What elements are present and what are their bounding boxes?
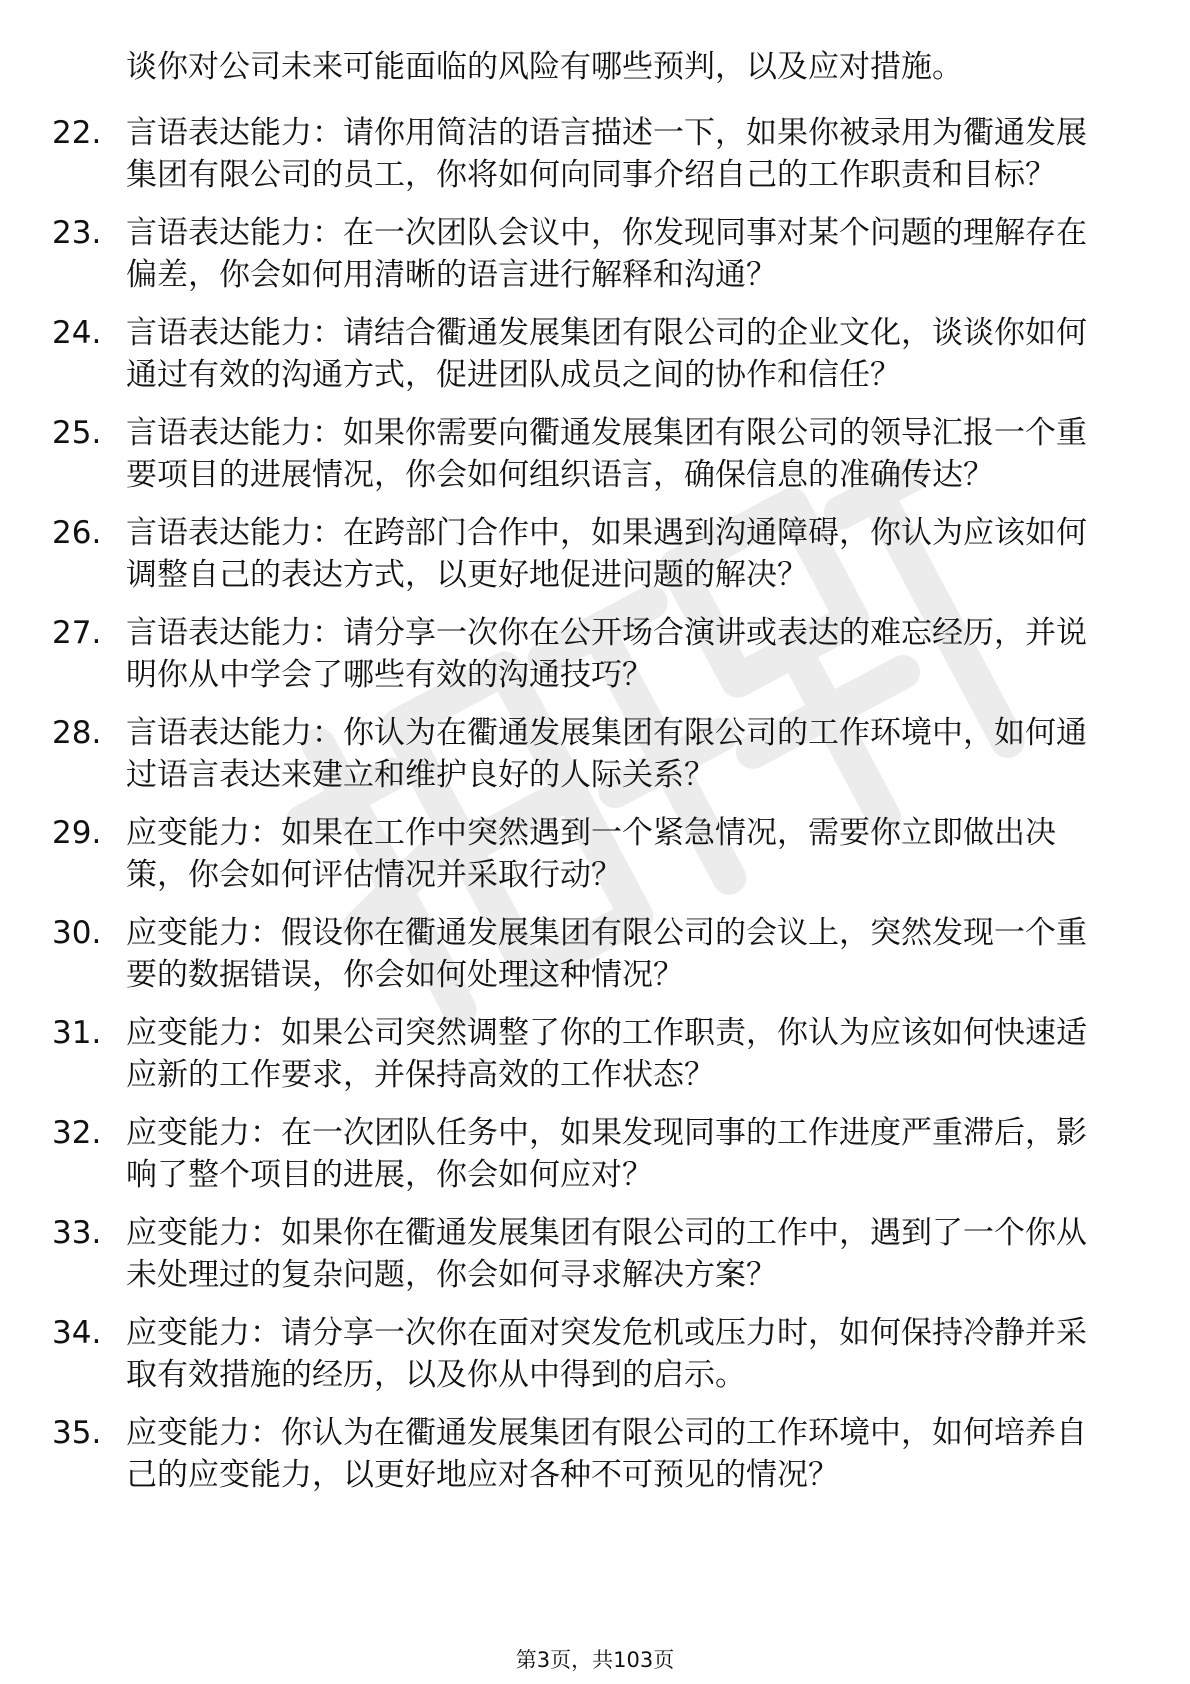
question-text: 言语表达能力：你认为在衢通发展集团有限公司的工作环境中，如何通过语言表达来建立和维护良好的人际关系？ xyxy=(126,715,1087,793)
question-text: 言语表达能力：在一次团队会议中，你发现同事对某个问题的理解存在偏差，你会如何用清晰的语言进行解释和沟通？ xyxy=(126,215,1087,293)
question-item xyxy=(52,512,1116,596)
question-text: 应变能力：如果你在衢通发展集团有限公司的工作中，遇到了一个你从未处理过的复杂问题，你会如何寻求解决方案？ xyxy=(126,1215,1087,1293)
question-number: 32. xyxy=(52,1115,102,1151)
question-text: 言语表达能力：如果你需要向衢通发展集团有限公司的领导汇报一个重要项目的进展情况，你会如何组织语言，确保信息的准确传达？ xyxy=(126,415,1087,493)
question-number: 24. xyxy=(52,315,102,351)
continuation-paragraph: 谈你对公司未来可能面临的风险有哪些预判，以及应对措施。 xyxy=(126,49,963,85)
question-item xyxy=(52,1112,1116,1196)
question-number: 34. xyxy=(52,1315,102,1351)
question-number: 33. xyxy=(52,1215,102,1251)
question-text: 应变能力：假设你在衢通发展集团有限公司的会议上，突然发现一个重要的数据错误，你会如何处理这种情况？ xyxy=(126,915,1087,993)
question-number: 27. xyxy=(52,615,102,651)
question-number: 26. xyxy=(52,515,102,551)
question-item xyxy=(52,712,1116,796)
question-text: 言语表达能力：请分享一次你在公开场合演讲或表达的难忘经历，并说明你从中学会了哪些有效的沟通技巧？ xyxy=(126,615,1087,693)
question-number: 28. xyxy=(52,715,102,751)
question-text: 应变能力：你认为在衢通发展集团有限公司的工作环境中，如何培养自己的应变能力，以更好地应对各种不可预见的情况？ xyxy=(126,1415,1087,1493)
question-item xyxy=(52,1012,1116,1096)
question-number: 35. xyxy=(52,1415,102,1451)
page-footer: 第3页，共103页 xyxy=(515,1648,675,1672)
question-item xyxy=(52,912,1116,996)
question-list xyxy=(52,112,1116,1512)
question-item xyxy=(52,1412,1116,1496)
question-item xyxy=(52,612,1116,696)
question-item xyxy=(52,1212,1116,1296)
question-item xyxy=(52,412,1116,496)
question-number: 25. xyxy=(52,415,102,451)
question-number: 31. xyxy=(52,1015,102,1051)
question-number: 30. xyxy=(52,915,102,951)
question-text: 应变能力：如果在工作中突然遇到一个紧急情况，需要你立即做出决策，你会如何评估情况并采取行动？ xyxy=(126,815,1056,893)
question-number: 22. xyxy=(52,115,102,151)
question-item xyxy=(52,312,1116,396)
question-item xyxy=(52,112,1116,196)
question-text: 应变能力：请分享一次你在面对突发危机或压力时，如何保持冷静并采取有效措施的经历，以及你从中得到的启示。 xyxy=(126,1315,1087,1393)
question-number: 29. xyxy=(52,815,102,851)
question-text: 言语表达能力：请结合衢通发展集团有限公司的企业文化，谈谈你如何通过有效的沟通方式，促进团队成员之间的协作和信任？ xyxy=(126,315,1087,393)
question-number: 23. xyxy=(52,215,102,251)
question-item xyxy=(52,212,1116,296)
question-item xyxy=(52,1312,1116,1396)
question-text: 应变能力：在一次团队任务中，如果发现同事的工作进度严重滞后，影响了整个项目的进展，你会如何应对？ xyxy=(126,1115,1087,1193)
question-text: 言语表达能力：在跨部门合作中，如果遇到沟通障碍，你认为应该如何调整自己的表达方式，以更好地促进问题的解决？ xyxy=(126,515,1087,593)
question-item xyxy=(52,812,1116,896)
question-text: 应变能力：如果公司突然调整了你的工作职责，你认为应该如何快速适应新的工作要求，并保持高效的工作状态？ xyxy=(126,1015,1087,1093)
question-text: 言语表达能力：请你用简洁的语言描述一下，如果你被录用为衢通发展集团有限公司的员工，你将如何向同事介绍自己的工作职责和目标？ xyxy=(126,115,1087,193)
